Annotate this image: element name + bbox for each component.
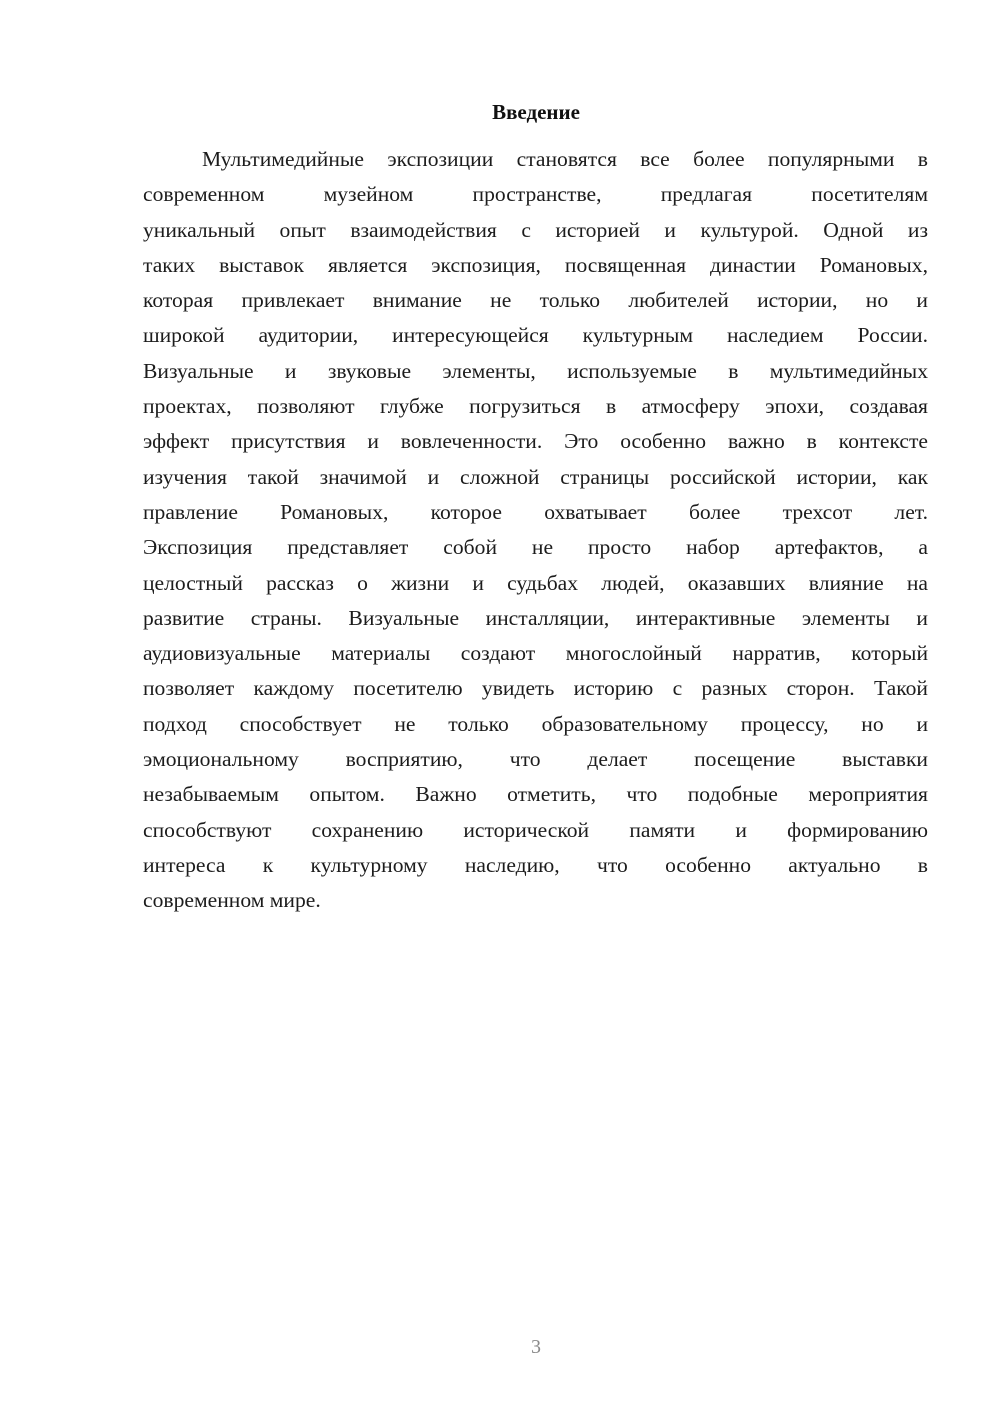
page-number: 3	[531, 1336, 541, 1358]
paragraph-line: современном музейном пространстве, предлагая посетителям	[143, 182, 928, 207]
paragraph-line: развитие страны. Визуальные инсталляции, интерактивные элементы и	[143, 605, 928, 630]
paragraph-line: Визуальные и звуковые элементы, используемые в мультимедийных	[143, 358, 928, 383]
section-heading: Введение	[492, 100, 580, 124]
paragraph-line: подход способствует не только образовательному процессу, но и	[143, 711, 928, 736]
paragraph-line: Мультимедийные экспозиции становятся все более популярными в	[202, 147, 928, 171]
paragraph-line: Экспозиция представляет собой не просто набор артефактов, а	[143, 535, 928, 560]
paragraph-line: изучения такой значимой и сложной страницы российской истории, как	[143, 464, 928, 489]
paragraph-line: проектах, позволяют глубже погрузиться в атмосферу эпохи, создавая	[143, 394, 928, 419]
paragraph-line: интереса к культурному наследию, что особенно актуально в	[143, 852, 928, 877]
paragraph-line: эмоциональному восприятию, что делает посещение выставки	[143, 747, 928, 772]
paragraph-line: способствуют сохранению исторической памяти и формированию	[143, 817, 928, 842]
paragraph-line: незабываемым опытом. Важно отметить, что подобные мероприятия	[143, 782, 928, 807]
paragraph-line: которая привлекает внимание не только любителей истории, но и	[143, 288, 928, 313]
paragraph-line: современном мире.	[143, 888, 321, 913]
paragraph-line: аудиовизуальные материалы создают многослойный нарратив, который	[143, 641, 928, 666]
paragraph-line: позволяет каждому посетителю увидеть историю с разных сторон. Такой	[143, 676, 928, 701]
paragraph-line: целостный рассказ о жизни и судьбах людей, оказавших влияние на	[143, 570, 928, 595]
paragraph-line: таких выставок является экспозиция, посвященная династии Романовых,	[143, 252, 928, 277]
paragraph-line: эффект присутствия и вовлеченности. Это особенно важно в контексте	[143, 429, 928, 454]
body-paragraph	[143, 142, 928, 919]
paragraph-line: уникальный опыт взаимодействия с историей и культурой. Одной из	[143, 217, 928, 242]
paragraph-line: правление Романовых, которое охватывает более трехсот лет.	[143, 499, 928, 524]
paragraph-line: широкой аудитории, интересующейся культурным наследием России.	[143, 323, 928, 348]
